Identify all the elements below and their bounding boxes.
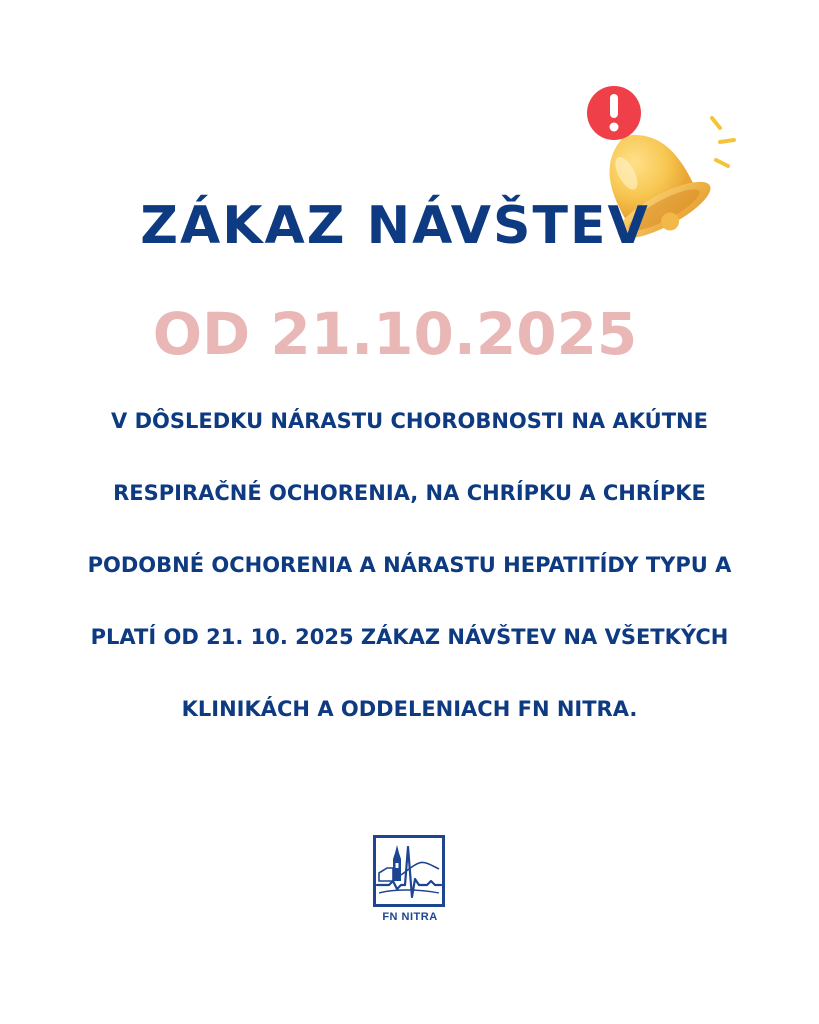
notice-line: RESPIRAČNÉ OCHORENIA, NA CHRÍPKU A CHRÍPKE — [113, 481, 706, 505]
notice-line: KLINIKÁCH A ODDELENIACH FN NITRA. — [181, 697, 638, 721]
notice-body — [0, 397, 819, 757]
notice-line: V DÔSLEDKU NÁRASTU CHOROBNOSTI NA AKÚTNE — [111, 409, 708, 433]
logo-text: FN NITRA — [382, 911, 438, 923]
notice-line: PODOBNÉ OCHORENIA A NÁRASTU HEPATITÍDY TYPU A — [87, 553, 732, 577]
hospital-logo — [370, 833, 450, 928]
ecg-castle-logo-icon — [373, 835, 445, 907]
notice-line: PLATÍ OD 21. 10. 2025 ZÁKAZ NÁVŠTEV NA VŠETKÝCH — [90, 625, 729, 649]
page-title: ZÁKAZ NÁVŠTEV — [140, 196, 650, 256]
effective-date: OD 21.10.2025 — [152, 300, 638, 368]
